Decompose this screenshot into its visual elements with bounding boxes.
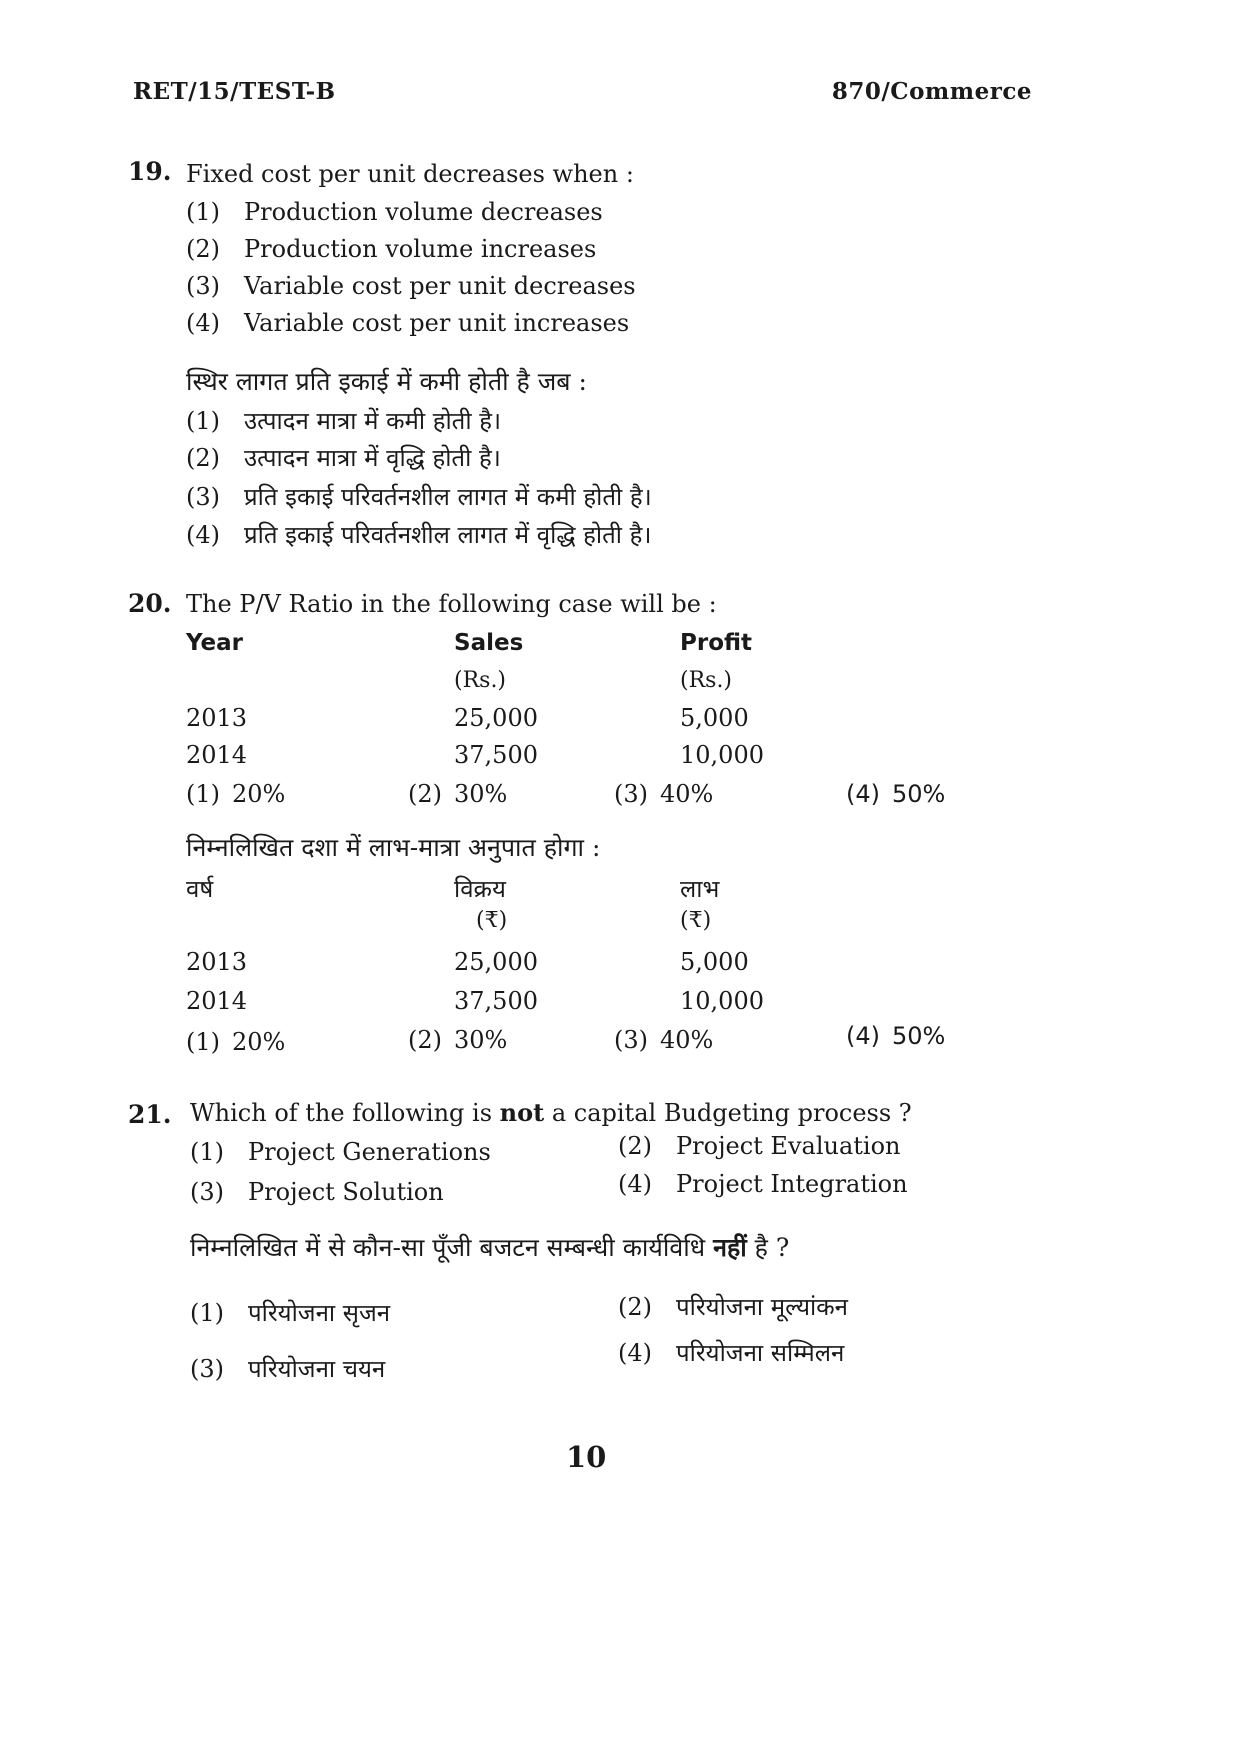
question-19-stem-en: Fixed cost per unit decreases when :	[186, 160, 634, 188]
question-21-stem-hi: निम्नलिखित में से कौन-सा पूँजी बजटन सम्बन्धी कार्यविधि नहीं है ?	[190, 1233, 790, 1262]
table-hi-cell: 5,000	[680, 948, 749, 976]
question-20-stem-en: The P/V Ratio in the following case will be :	[186, 590, 717, 618]
q20-option-en-2: (2) 30%	[408, 780, 508, 808]
table-hi-cell: 2013	[186, 948, 248, 976]
q19-option-hi-4: (4) प्रति इकाई परिवर्तनशील लागत में वृद्धि होती है।	[186, 521, 652, 549]
table-hi-cell: 37,500	[454, 987, 538, 1015]
question-19-stem-hi: स्थिर लागत प्रति इकाई में कमी होती है जब :	[186, 367, 587, 396]
q20-option-en-4: (4) 50%	[846, 780, 946, 808]
question-20-stem-hi: निम्नलिखित दशा में लाभ-मात्रा अनुपात होगा :	[186, 833, 601, 862]
table-hi-header-sales: विक्रय	[454, 875, 506, 903]
table-en-cell: 2013	[186, 704, 248, 732]
q20-option-hi-4: (4) 50%	[846, 1022, 946, 1050]
table-hi-unit-sales: (₹)	[476, 908, 508, 933]
q20-option-hi-2: (2) 30%	[408, 1026, 508, 1054]
table-hi-unit-profit: (₹)	[680, 908, 712, 933]
q20-option-hi-3: (3) 40%	[614, 1026, 714, 1054]
q19-option-hi-2: (2) उत्पादन मात्रा में वृद्धि होती है।	[186, 444, 501, 472]
page-number: 10	[566, 1440, 607, 1474]
q21-option-en-3: (3) Project Solution	[190, 1178, 444, 1206]
table-en-unit-profit: (Rs.)	[680, 668, 733, 693]
q19-option-en-2: (2) Production volume increases	[186, 235, 597, 263]
q19-option-hi-1: (1) उत्पादन मात्रा में कमी होती है।	[186, 407, 502, 435]
q20-option-hi-1: (1) 20%	[186, 1028, 286, 1056]
question-20-number: 20.	[128, 589, 172, 618]
table-en-header-sales: Sales	[454, 630, 524, 656]
table-en-cell: 37,500	[454, 741, 538, 769]
table-hi-cell: 2014	[186, 987, 248, 1015]
q21-option-en-2: (2) Project Evaluation	[618, 1132, 901, 1160]
table-en-unit-sales: (Rs.)	[454, 668, 507, 693]
paper-code: RET/15/TEST-B	[133, 78, 336, 105]
q21-option-en-4: (4) Project Integration	[618, 1170, 908, 1198]
table-en-cell: 2014	[186, 741, 248, 769]
q21-option-hi-4: (4) परियोजना सम्मिलन	[618, 1339, 845, 1367]
q21-option-hi-3: (3) परियोजना चयन	[190, 1355, 386, 1383]
q20-option-en-1: (1) 20%	[186, 780, 286, 808]
table-en-header-year: Year	[186, 630, 244, 656]
table-en-cell: 10,000	[680, 741, 764, 769]
table-hi-header-profit: लाभ	[680, 875, 720, 903]
q21-option-hi-1: (1) परियोजना सृजन	[190, 1299, 391, 1327]
table-en-cell: 5,000	[680, 704, 749, 732]
table-en-cell: 25,000	[454, 704, 538, 732]
q19-option-en-1: (1) Production volume decreases	[186, 198, 603, 226]
subject-code: 870/Commerce	[831, 78, 1032, 105]
question-21-number: 21.	[128, 1100, 172, 1129]
q19-option-en-4: (4) Variable cost per unit increases	[186, 309, 630, 337]
question-21-stem-en: Which of the following is not a capital Budgeting process ?	[190, 1098, 912, 1127]
q19-option-en-3: (3) Variable cost per unit decreases	[186, 272, 636, 300]
table-hi-cell: 10,000	[680, 987, 764, 1015]
q21-option-en-1: (1) Project Generations	[190, 1138, 491, 1166]
question-19-number: 19.	[128, 157, 172, 186]
table-hi-header-year: वर्ष	[186, 875, 214, 903]
q21-option-hi-2: (2) परियोजना मूल्यांकन	[618, 1293, 848, 1321]
table-en-header-profit: Profit	[680, 630, 753, 656]
q20-option-en-3: (3) 40%	[614, 780, 714, 808]
table-hi-cell: 25,000	[454, 948, 538, 976]
q19-option-hi-3: (3) प्रति इकाई परिवर्तनशील लागत में कमी होती है।	[186, 483, 652, 511]
